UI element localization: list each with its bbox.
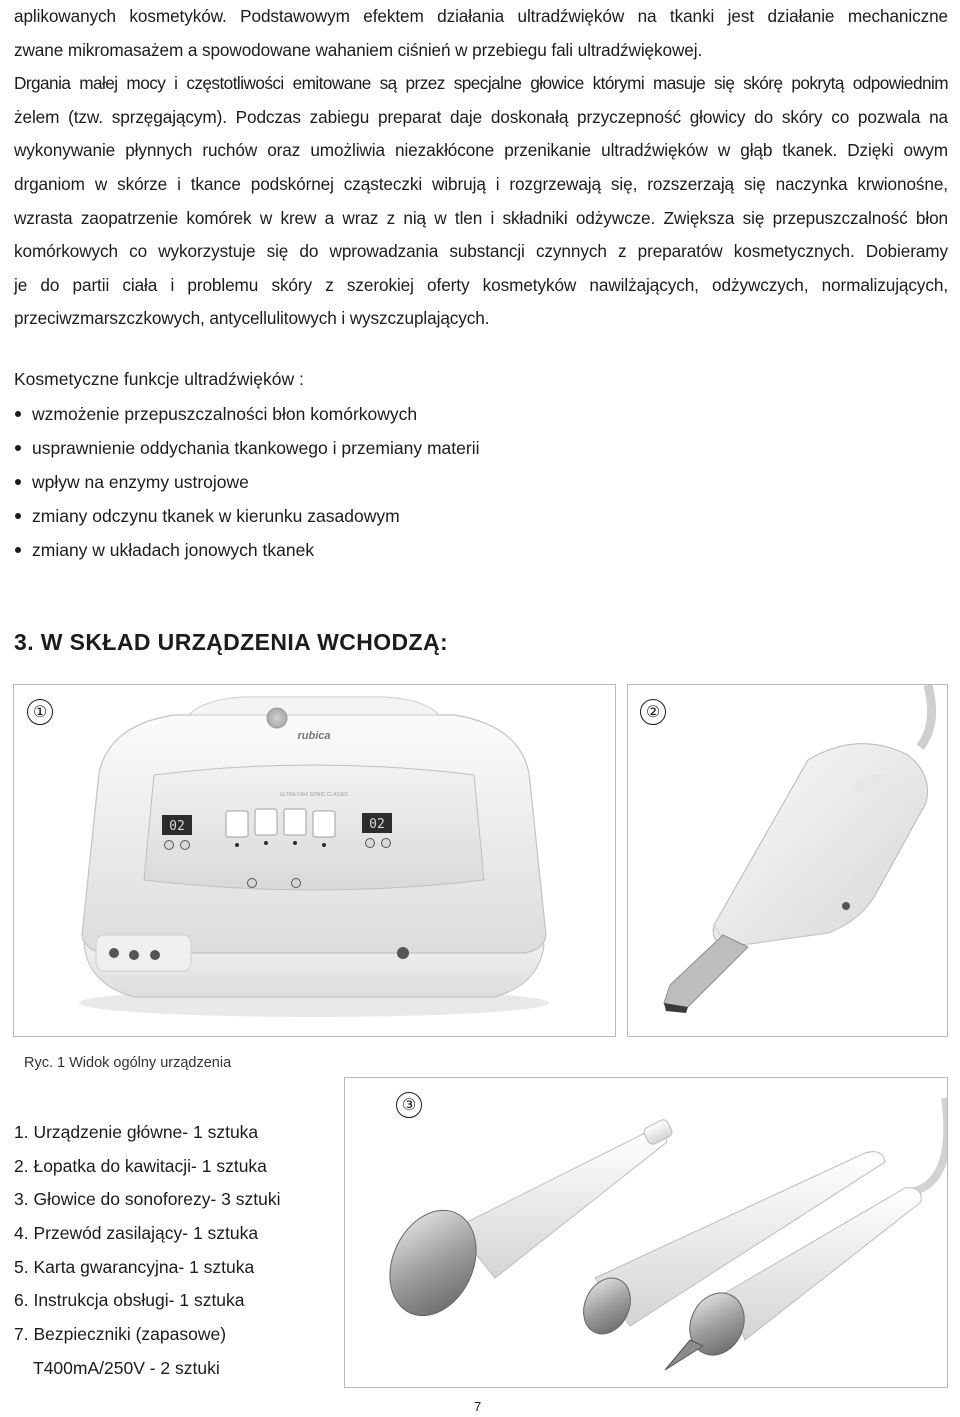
model-label: ULTRA CAVI SONIC CLASSIC [279,792,349,798]
figure-spatula [627,684,948,1037]
list-item: usprawnienie oddychania tkankowego i przemiany materii [14,435,479,469]
intro-line: drganiom w skórze i tkance podskórnej cząsteczki wibrują i rozgrzewają się, rozszerzają się naczynka krwionośne, [14,173,948,194]
functions-title: Kosmetyczne funkcje ultradźwięków : [14,369,304,389]
spatula-illustration [628,685,947,1036]
intro-line: wzrasta zaopatrzenie komórek w krew a wraz z nią w tlen i składniki odżywcze. Zwiększa się przepuszczalność błon [14,207,948,228]
intro-paragraph [14,0,948,336]
intro-line: Drgania małej mocy i częstotliwości emitowane są przez specjalne głowice którymi masuje się skórę pokrytą odpowiednim [14,73,948,94]
display-left-value: 02 [169,819,185,834]
intro-line: żelem (tzw. sprzęgającym). Podczas zabiegu preparat daje doskonałą przyczepność głowicy do skóry co pozwala na [14,106,948,127]
intro-line: je do partii ciała i problemu skóry z szerokiej oferty kosmetyków nawilżających, odżywczych, normalizujących, [14,274,948,295]
figure-caption: Ryc. 1 Widok ogólny urządzenia [24,1055,232,1071]
list-item: T400mA/250V - 2 sztuki [33,1357,220,1378]
list-item: wzmożenie przepuszczalności błon komórkowych [14,401,479,435]
intro-line: zwane mikromasażem a spowodowane wahaniem ciśnień w przebiegu fali ultradźwiękowej. [14,39,703,60]
figure-number: ② [640,699,666,725]
list-item: zmiany odczynu tkanek w kierunku zasadowym [14,503,479,537]
list-item: 4. Przewód zasilający- 1 sztuka [14,1223,259,1244]
figure-number: ① [27,699,53,725]
intro-line: przeciwzmarszczkowych, antycellulitowych i wyszczuplających. [14,308,490,329]
figure-number: ③ [396,1092,422,1118]
package-contents-list [14,1118,281,1388]
figure-main-device [13,684,616,1037]
figure-sonophoresis-heads [344,1077,948,1388]
list-item: 3. Głowice do sonoforezy- 3 sztuki [14,1189,281,1210]
list-item: zmiany w układach jonowych tkanek [14,537,479,571]
display-right-value: 02 [369,817,385,832]
functions-list [14,401,479,571]
list-item: 5. Karta gwarancyjna- 1 sztuka [14,1256,255,1277]
intro-line: komórkowych co wykorzystuje się do wprowadzania substancji czynnych z preparatów kosmetycznych. Dobieramy [14,241,948,262]
intro-line: aplikowanych kosmetyków. Podstawowym efektem działania ultradźwięków na tkanki jest działanie mechaniczne [14,6,948,26]
page-number: 7 [474,1399,482,1414]
list-item: 1. Urządzenie główne- 1 sztuka [14,1122,259,1142]
list-item: 6. Instrukcja obsługi- 1 sztuka [14,1290,245,1311]
list-item: 7. Bezpieczniki (zapasowe) [14,1324,227,1345]
main-device-illustration [14,685,615,1036]
brand-logo: rubica [297,730,331,742]
list-item: wpływ na enzymy ustrojowe [14,469,479,503]
section-heading: 3. W SKŁAD URZĄDZENIA WCHODZĄ: [14,629,449,655]
intro-line: wykonywanie płynnych ruchów oraz umożliwia niezakłócone przenikanie ultradźwięków w głąb tkanek. Dzięki owym [14,140,948,161]
list-item: 2. Łopatka do kawitacji- 1 sztuka [14,1155,267,1176]
heads-illustration [345,1078,947,1387]
